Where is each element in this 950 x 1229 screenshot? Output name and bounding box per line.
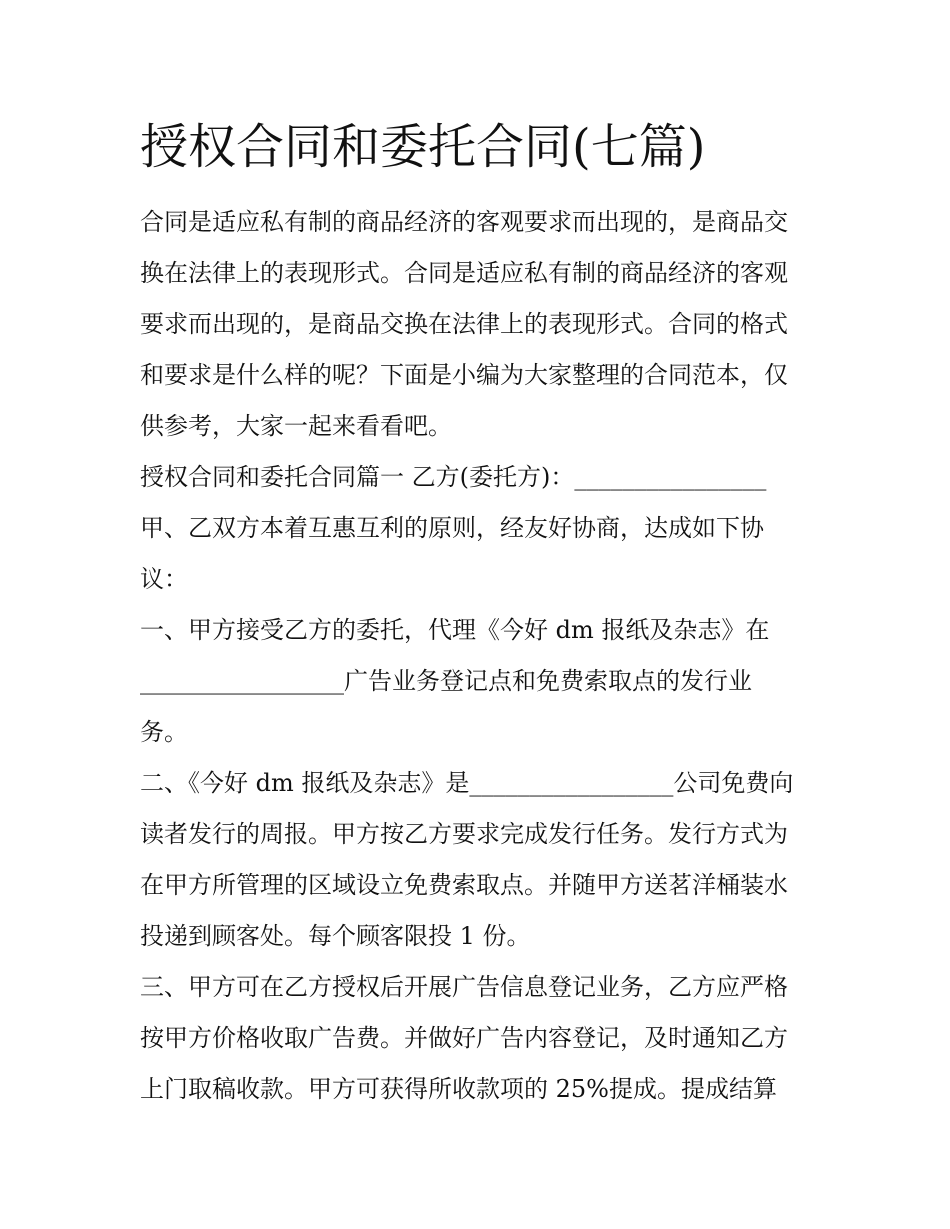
clause-3-line-2: 按甲方价格收取广告费。并做好广告内容登记，及时通知乙方 — [140, 1024, 788, 1052]
body-line-5: 供参考，大家一起来看看吧。 — [140, 412, 452, 440]
section-heading-line: 授权合同和委托合同篇一 乙方(委托方)：________________ — [140, 463, 767, 491]
clause-2-line-4: 投递到顾客处。每个顾客限投 1 份。 — [140, 922, 531, 950]
body-line-7: 甲、乙双方本着互惠互利的原则，经友好协商，达成如下协 — [140, 514, 764, 542]
clause-1-line-1: 一、甲方接受乙方的委托，代理《今好 dm 报纸及杂志》在 — [140, 616, 770, 644]
clause-1-line-3: 务。 — [140, 718, 188, 746]
clause-3-line-3: 上门取稿收款。甲方可获得所收款项的 25%提成。提成结算 — [140, 1075, 777, 1103]
body-line-4: 和要求是什么样的呢？下面是小编为大家整理的合同范本，仅 — [140, 361, 788, 389]
clause-2-line-1: 二、《今好 dm 报纸及杂志》是_________________公司免费向 — [140, 769, 794, 797]
body-line-1: 合同是适应私有制的商品经济的客观要求而出现的，是商品交 — [140, 208, 788, 236]
clause-2-line-2: 读者发行的周报。甲方按乙方要求完成发行任务。发行方式为 — [140, 820, 788, 848]
clause-2-line-3: 在甲方所管理的区域设立免费索取点。并随甲方送茗洋桶装水 — [140, 871, 788, 899]
body-line-8: 议： — [140, 565, 188, 593]
document-title: 授权合同和委托合同(七篇) — [140, 119, 706, 175]
body-line-3: 要求而出现的，是商品交换在法律上的表现形式。合同的格式 — [140, 310, 788, 338]
clause-1-line-2: _________________广告业务登记点和免费索取点的发行业 — [140, 667, 752, 695]
clause-3-line-1: 三、甲方可在乙方授权后开展广告信息登记业务，乙方应严格 — [140, 973, 788, 1001]
body-line-2: 换在法律上的表现形式。合同是适应私有制的商品经济的客观 — [140, 259, 788, 287]
